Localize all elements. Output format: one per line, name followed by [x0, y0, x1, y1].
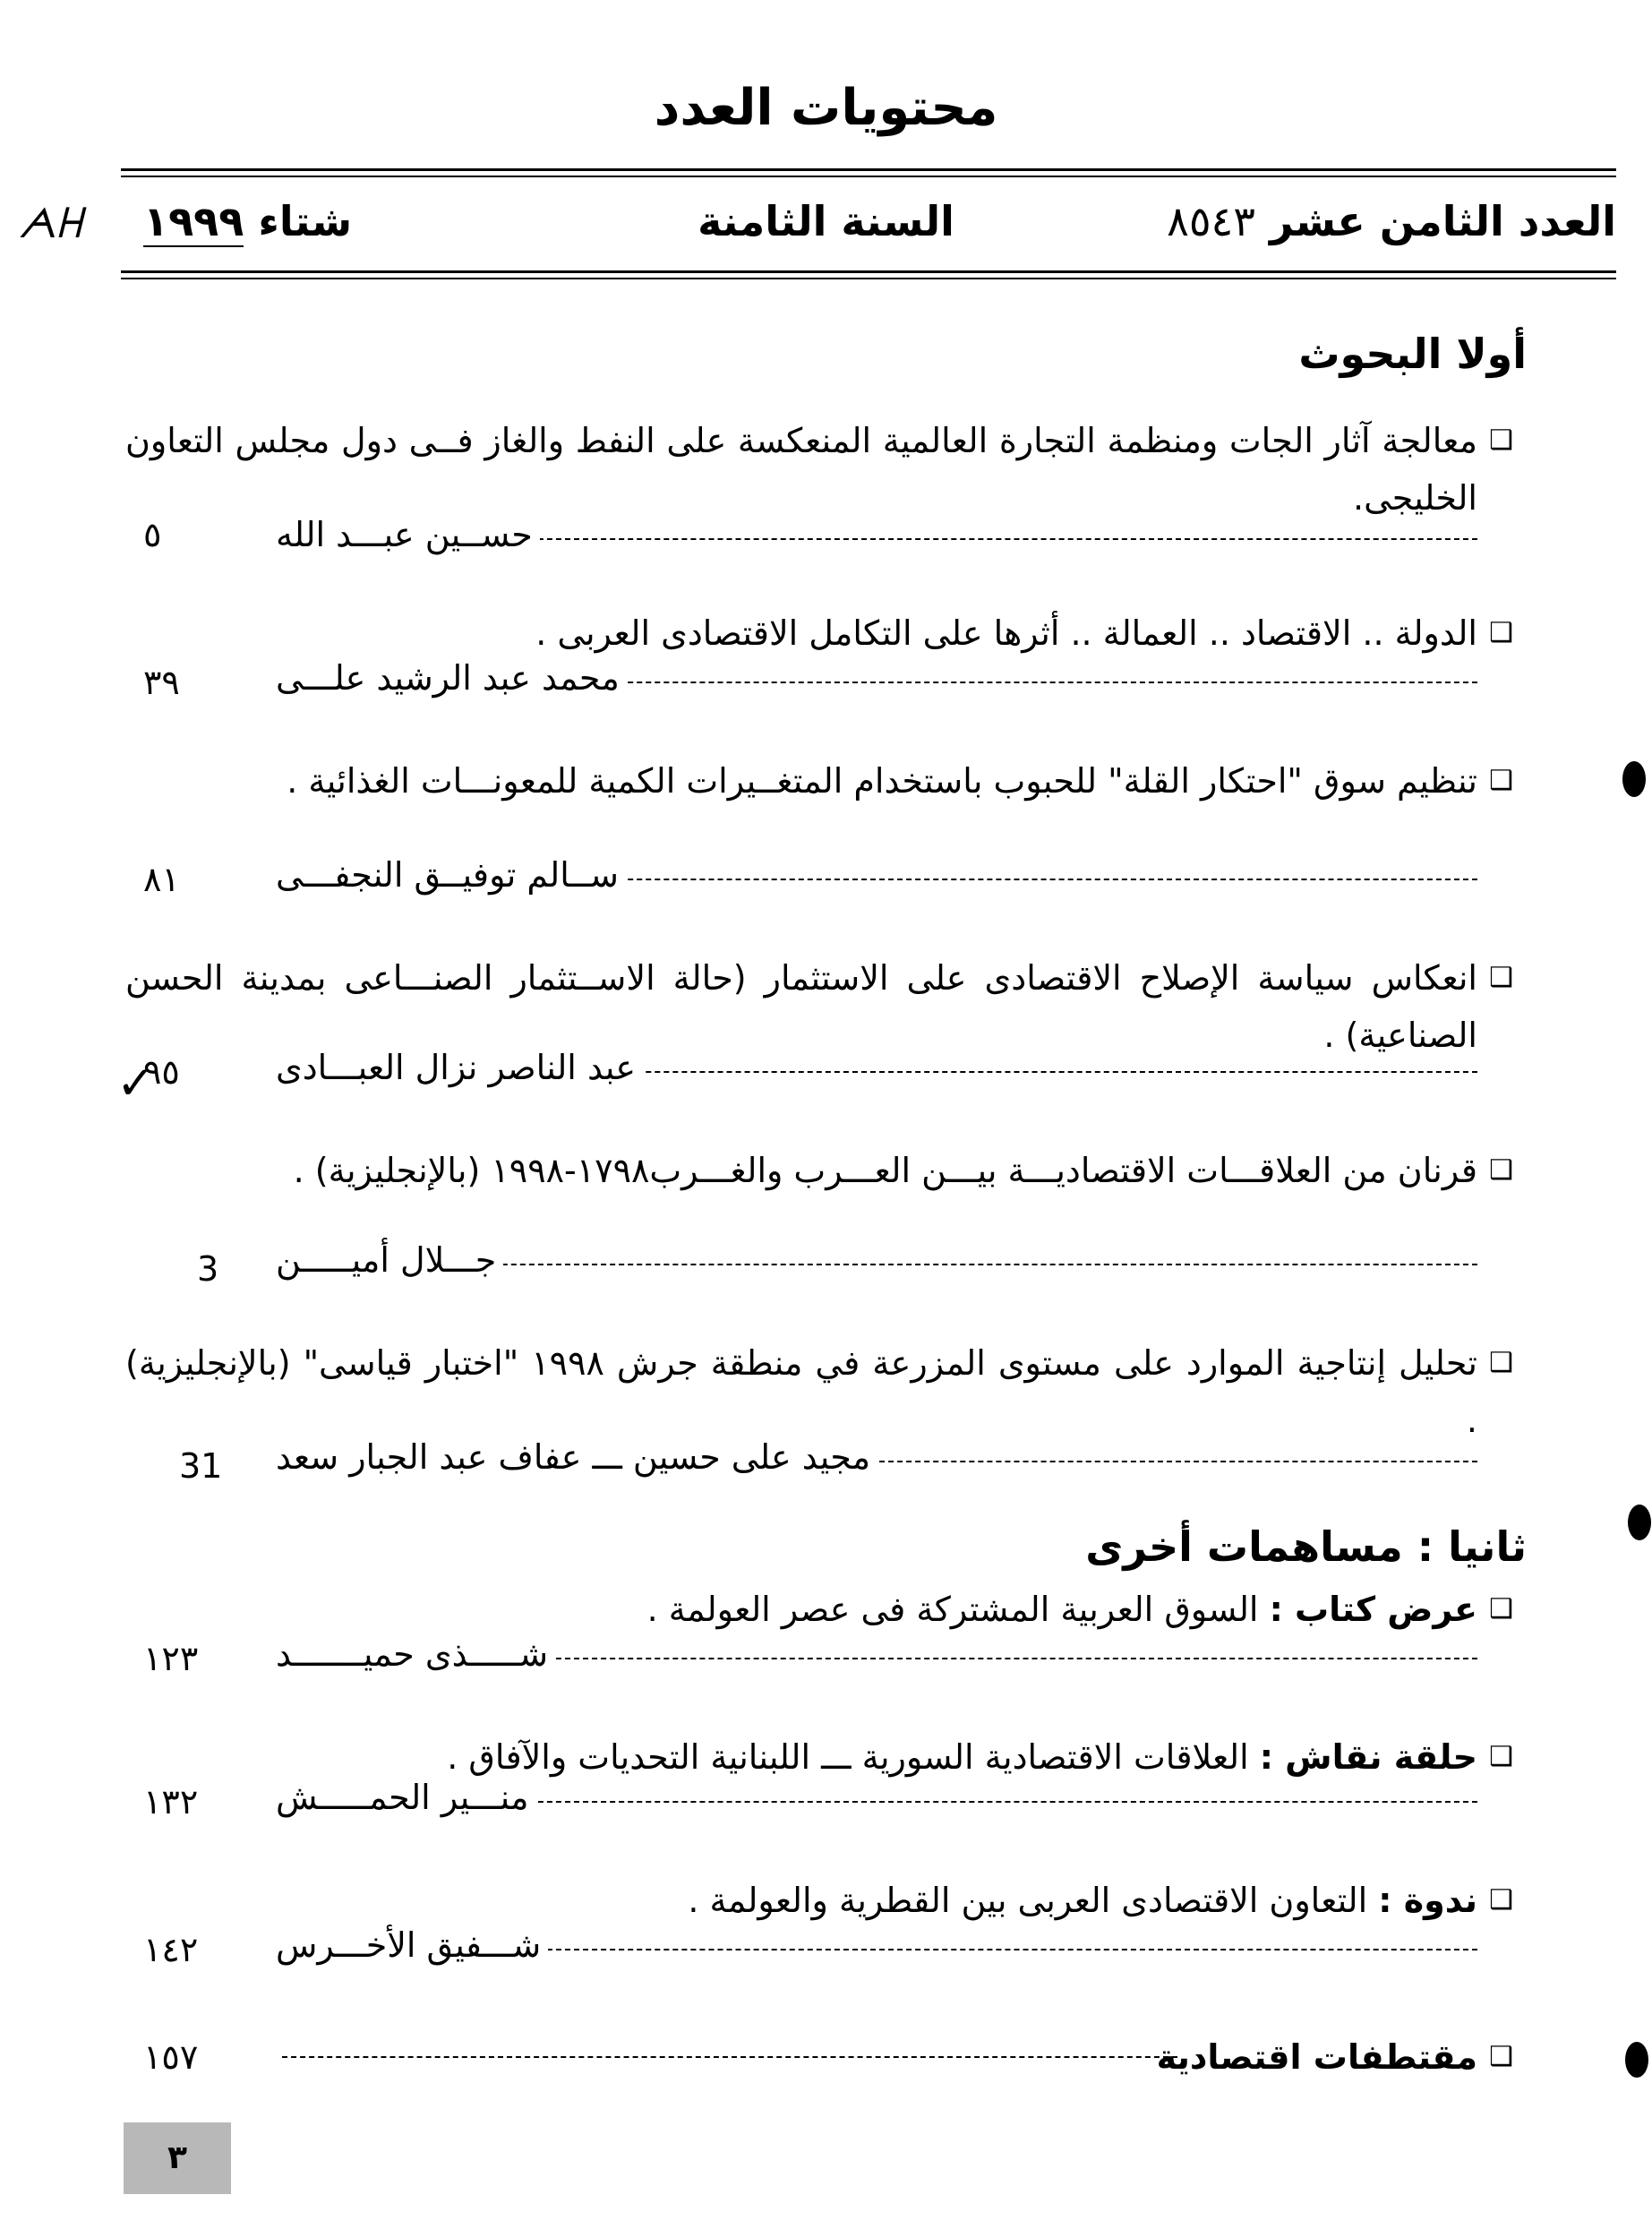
toc-entry-6-author: مجيد على حسين ـــ عفاف عبد الجبار سعد	[269, 1437, 877, 1477]
toc-entry-5-author: جـــلال أميـــــن	[269, 1240, 503, 1280]
toc-entry-10-title	[1128, 2028, 1513, 2086]
toc-entry-1-title: ❑ معالجة آثار الجات ومنظمة التجارة العالمية المنعكسة على النفط والغاز فــى دول مجلس التعاون الخليجى.	[125, 412, 1477, 527]
year-label: السنة الثامنة	[698, 197, 954, 245]
toc-entry-10-leader	[282, 2033, 1177, 2076]
bullet-icon: ❑	[1489, 617, 1513, 648]
toc-entry-4-title: ❑ انعكاس سياسة الإصلاح الاقتصادى على الاستثمار (حالة الاســتثمار الصنـــاعى بمدينة الحسن الصناعية) .	[125, 949, 1477, 1064]
toc-entry-3-page: ٨١	[143, 860, 180, 899]
bullet-icon: ❑	[1489, 1741, 1513, 1772]
toc-entry-2-author: محمد عبد الرشيد علـــى	[269, 658, 627, 698]
toc-entry-3-author: ســالم توفيــق النجفـــى	[269, 855, 626, 895]
toc-entry-6-page: 31	[179, 1446, 223, 1486]
toc-entry-1-page: ٥	[143, 515, 162, 554]
toc-entry-8-lead: حلقة نقاش :	[1259, 1737, 1477, 1777]
season-text: شتاء	[258, 197, 353, 245]
toc-entry-10-lead: مقتطفات اقتصادية	[1156, 2037, 1477, 2077]
season-year: ١٩٩٩	[143, 197, 244, 245]
bullet-icon: ❑	[1489, 1884, 1513, 1916]
toc-entry-4-author-line	[269, 1048, 1477, 1091]
toc-entry-9-lead: ندوة :	[1378, 1881, 1477, 1920]
toc-entry-8-page: ١٣٢	[143, 1782, 199, 1822]
scan-blot	[1622, 761, 1646, 797]
header-bottom-rule	[121, 270, 1616, 273]
bullet-icon: ❑	[1489, 1154, 1513, 1186]
leader-dashes	[282, 2056, 1177, 2058]
toc-entry-9-author: شـــفيق الأخـــرس	[269, 1925, 548, 1965]
toc-entry-8-author: منـــير الحمـــــش	[269, 1778, 535, 1817]
toc-entry-9-author-line	[269, 1925, 1477, 1968]
handwritten-check-mark: ✓	[116, 1057, 156, 1110]
scan-blot	[1628, 1505, 1651, 1540]
bullet-icon: ❑	[1489, 2041, 1513, 2072]
toc-entry-5-title: ❑ قرنان من العلاقـــات الاقتصاديـــة بيـــن العـــرب والغـــرب١٧٩٨-١٩٩٨ (بالإنجليزية) .	[125, 1142, 1477, 1199]
toc-entry-9-page: ١٤٢	[143, 1930, 199, 1969]
toc-entry-5-author-line	[269, 1240, 1477, 1283]
header-top-rule-thin	[121, 176, 1616, 177]
toc-entry-2-page: ٣٩	[143, 663, 180, 702]
toc-entry-8-title: ❑ حلقة نقاش : العلاقات الاقتصادية السورية ـــ اللبنانية التحديات والآفاق .	[125, 1728, 1477, 1786]
toc-entry-7-lead: عرض كتاب :	[1269, 1590, 1477, 1629]
toc-entry-4-author: عبد الناصر نزال العبـــادى	[269, 1048, 643, 1087]
toc-entry-7-author: شـــــذى حميـــــــد	[269, 1634, 555, 1674]
toc-entry-7-author-line	[269, 1634, 1477, 1677]
header-bottom-rule-thin	[121, 278, 1616, 279]
toc-entry-6-author-line	[269, 1437, 1477, 1480]
toc-entry-1-author-line	[269, 515, 1477, 558]
season-label	[143, 197, 352, 245]
bullet-icon: ❑	[1489, 1593, 1513, 1625]
toc-entry-5-page: 3	[197, 1249, 219, 1289]
toc-entry-4-page: ٩٥	[143, 1052, 180, 1092]
toc-entry-7-title: ❑ عرض كتاب : السوق العربية المشتركة فى عصر العولمة .	[125, 1581, 1477, 1638]
page-title: محتويات العدد	[654, 79, 998, 137]
toc-entry-10-page: ١٥٧	[143, 2037, 199, 2077]
margin-handwritten-mark: ᗅᕼ	[18, 199, 81, 247]
scan-blot	[1625, 2042, 1648, 2078]
toc-entry-3-title: ❑ تنظيم سوق "احتكار القلة" للحبوب باستخدام المتغــيرات الكمية للمعونـــات الغذائية .	[125, 752, 1477, 810]
toc-entry-1-author: حســين عبـــد الله	[269, 515, 540, 554]
section-1-title: أولا البحوث	[1298, 330, 1527, 378]
toc-entry-3-author-line	[269, 855, 1477, 898]
section-2-title: ثانيا : مساهمات أخرى	[1085, 1522, 1527, 1571]
bullet-icon: ❑	[1489, 765, 1513, 796]
toc-entry-9-title: ❑ ندوة : التعاون الاقتصادى العربى بين القطرية والعولمة .	[125, 1872, 1477, 1929]
toc-entry-2-title: ❑ الدولة .. الاقتصاد .. العمالة .. أثرها على التكامل الاقتصادى العربى .	[125, 604, 1477, 662]
toc-entry-6-title: ❑ تحليل إنتاجية الموارد على مستوى المزرعة في منطقة جرش ١٩٩٨ "اختبار قياسى" (بالإنجليزية) .	[125, 1334, 1477, 1449]
toc-entry-8-author-line	[269, 1778, 1477, 1821]
header-top-rule	[121, 168, 1616, 171]
bullet-icon: ❑	[1489, 424, 1513, 456]
footer-page-number: ٣	[124, 2122, 231, 2194]
bullet-icon: ❑	[1489, 1347, 1513, 1378]
toc-entry-7-page: ١٢٣	[143, 1639, 199, 1678]
toc-entry-2-author-line	[269, 658, 1477, 701]
bullet-icon: ❑	[1489, 962, 1513, 993]
issue-handwritten-number: ٨٥٤٣	[1167, 197, 1255, 245]
issue-label-text: العدد الثامن عشر	[1269, 197, 1616, 245]
